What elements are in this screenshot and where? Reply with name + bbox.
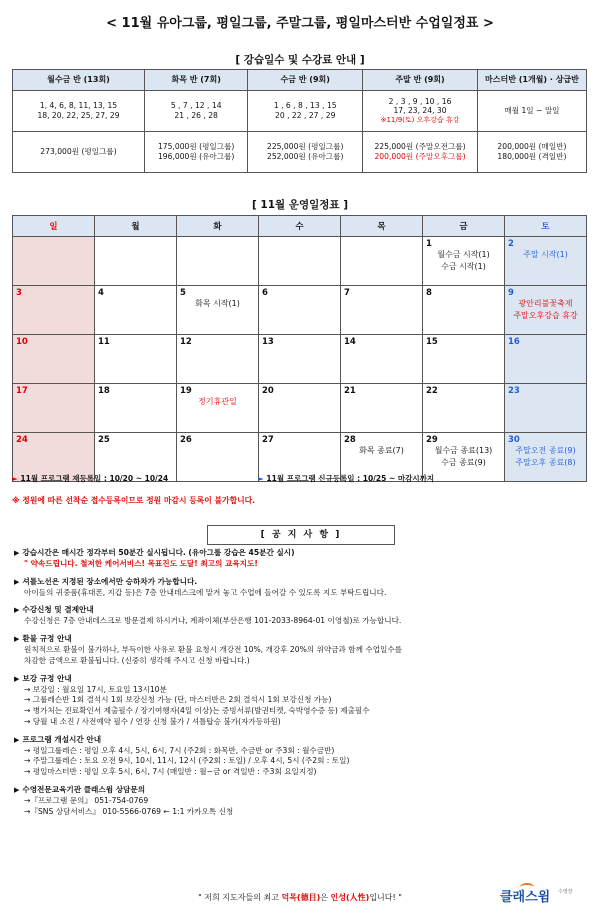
calendar-day-cell <box>13 237 95 286</box>
calendar-day-cell <box>177 286 259 335</box>
day-number: 2 <box>508 239 514 249</box>
triangle-bullet-icon: ▶ <box>14 577 20 586</box>
day-event: 광안리불꽃축제 주말오후강습 휴강 <box>513 299 578 320</box>
day-number: 4 <box>98 288 104 298</box>
notice-heading: ▶ 보강 규정 안내 <box>14 673 72 683</box>
day-event: 정기휴관일 <box>198 397 237 406</box>
notice-item <box>14 634 589 667</box>
calendar-day-cell <box>341 237 423 286</box>
page-title: < 11월 유아그룹, 평일그룹, 주말그룹, 평일마스터반 수업일정표 > <box>106 16 494 31</box>
day-number: 18 <box>98 386 110 396</box>
calendar-week-row <box>13 237 587 286</box>
day-event: 월수금 종료(13) 수금 종료(9) <box>434 446 493 467</box>
day-number: 30 <box>508 435 520 445</box>
calendar-day-cell <box>177 384 259 433</box>
calendar-day-cell <box>505 433 587 482</box>
notice-line: → 당월 내 소진 / 사전예약 필수 / 연장 신청 불가 / 셔틀탑승 불가(자가등하원) <box>24 716 281 726</box>
weekday-header: 금 <box>423 216 505 237</box>
fee-table <box>12 69 587 173</box>
calendar-week-row <box>13 384 587 433</box>
calendar-week-row <box>13 335 587 384</box>
day-number: 9 <box>508 288 514 298</box>
day-number: 6 <box>262 288 268 298</box>
day-event: 주말오전 종료(9) 주말오후 종료(8) <box>515 446 576 467</box>
reenroll-info: ► 11월 프로그램 재등록일 : 10/20 ~ 10/24 <box>12 474 169 483</box>
fee-header: 화목 반 (7회) <box>145 70 248 91</box>
calendar-day-cell <box>95 384 177 433</box>
notice-heading: ▶ 셔틀노선은 지정된 장소에서만 승하차가 가능합니다. <box>14 576 198 586</box>
notice-item <box>14 605 589 627</box>
notice-heading: ▶ 수강신청 및 결제안내 <box>14 605 94 615</box>
calendar-day-cell <box>259 286 341 335</box>
calendar-day-cell <box>95 335 177 384</box>
day-event: 주말 시작(1) <box>523 250 568 259</box>
triangle-bullet-icon: ▶ <box>14 549 20 557</box>
day-number: 29 <box>426 435 438 445</box>
calendar-day-cell <box>341 335 423 384</box>
triangle-bullet-icon: ▶ <box>14 606 20 615</box>
fee-price-cell: 273,000원 (평일그룹) <box>13 132 145 173</box>
footer-motto: " 저희 지도자들의 최고 덕목(德目)은 인성(人性)입니다! " <box>198 893 402 902</box>
notice-item <box>14 674 589 728</box>
day-number: 11 <box>98 337 110 347</box>
weekday-header: 수 <box>259 216 341 237</box>
notice-line: → 평일마스터반 : 평일 오후 5시, 6시, 7시 (매일반 : 월~금 or 격일반 : 주3회 요일지정) <box>24 767 317 777</box>
weekday-header: 목 <box>341 216 423 237</box>
day-number: 24 <box>16 435 28 445</box>
notice-line: → 병가처는 진료확인서 제출필수 / 장기여행자(4일 이상)는 증빙서류(발권티켓, 숙박영수증 등) 제출필수 <box>24 706 370 716</box>
notice-line: 수강신청은 7층 안내데스크로 방문결제 하시거나, 계좌이체(부산은행 101-2033-8964-01 이영철)로 가능합니다. <box>24 616 402 626</box>
day-number: 27 <box>262 435 274 445</box>
calendar-day-cell <box>177 237 259 286</box>
fee-price-cell: 200,000원 (매일반) 180,000원 (격일반) <box>477 132 586 173</box>
triangle-bullet-icon: ▶ <box>14 735 20 744</box>
notice-item <box>14 577 589 599</box>
day-number: 16 <box>508 337 520 347</box>
calendar-day-cell <box>505 384 587 433</box>
calendar-day-cell <box>423 237 505 286</box>
notice-heading: ▶ 프로그램 개설시간 안내 <box>14 734 102 744</box>
calendar-week-row <box>13 286 587 335</box>
fee-section-title: [ 강습일수 및 수강료 안내 ] <box>235 54 365 66</box>
weekday-header: 토 <box>505 216 587 237</box>
day-number: 21 <box>344 386 356 396</box>
notice-line: " 약속드립니다. 철저한 케어서비스! 목표진도 도달! 최고의 교육지도! <box>24 558 258 568</box>
day-number: 28 <box>344 435 356 445</box>
calendar-day-cell <box>505 335 587 384</box>
day-number: 23 <box>508 386 520 396</box>
day-number: 13 <box>262 337 274 347</box>
day-number: 5 <box>180 288 186 298</box>
day-number: 17 <box>16 386 28 396</box>
calendar-day-cell <box>259 335 341 384</box>
weekend-closure-note: ※11/9(토) 오후강습 휴강 <box>380 116 460 125</box>
calendar-day-cell <box>95 286 177 335</box>
calendar-day-cell <box>177 335 259 384</box>
capacity-warning: ※ 정원에 따른 선착순 접수등록이므로 정원 마감시 등록이 불가합니다. <box>12 496 256 505</box>
calendar-day-cell <box>13 286 95 335</box>
triangle-bullet-icon: ▶ <box>14 786 20 794</box>
day-event: 화목 시작(1) <box>195 299 240 308</box>
day-number: 25 <box>98 435 110 445</box>
calendar-day-cell <box>423 335 505 384</box>
calendar-day-cell <box>341 286 423 335</box>
notice-item <box>14 785 589 818</box>
notice-item <box>14 735 589 778</box>
notice-line: 아이들의 귀중품(휴대폰, 지갑 등)은 7층 안내데스크에 맡겨 놓고 수업에 들어갈 수 있도록 지도 부탁드립니다. <box>24 587 387 597</box>
day-number: 15 <box>426 337 438 347</box>
notice-line: →『SNS 상담서비스』 010-5566-0769 ← 1:1 카카오톡 신청 <box>24 806 234 816</box>
fee-price-cell: 225,000원 (주말오전그룹) 200,000원 (주말오후그룹) <box>363 132 478 173</box>
notice-line: → 보강일 : 월요일 17시, 토요일 13시10분 <box>24 684 167 694</box>
day-number: 22 <box>426 386 438 396</box>
fee-header: 월수금 반 (13회) <box>13 70 145 91</box>
calendar-day-cell <box>13 384 95 433</box>
notice-line: 차감한 금액으로 환불됩니다. (신중히 생각해 주시고 신청 바랍니다.) <box>24 655 250 665</box>
day-number: 7 <box>344 288 350 298</box>
fee-price-cell: 225,000원 (평일그룹) 252,000원 (유아그룹) <box>248 132 363 173</box>
fee-dates-cell: 1, 4, 6, 8, 11, 13, 15 18, 20, 22, 25, 27, 29 <box>13 91 145 132</box>
calendar-day-cell <box>423 286 505 335</box>
day-event: 월수금 시작(1) 수금 시작(1) <box>437 250 490 271</box>
notice-line: → 평일그룹레슨 : 평일 오후 4시, 5시, 6시, 7시 (주2회 : 화목반, 수금반 or 주3회 : 월수금반) <box>24 745 335 755</box>
classwim-logo: 클래스윔 수영장 <box>500 883 590 911</box>
notice-heading: ▶ 환불 규정 안내 <box>14 634 72 644</box>
notice-list <box>14 548 589 825</box>
calendar-day-cell <box>95 237 177 286</box>
fee-dates-cell: 1 , 6 , 8 , 13 , 15 20 , 22 , 27 , 29 <box>248 91 363 132</box>
calendar-day-cell <box>177 433 259 482</box>
weekday-header: 일 <box>13 216 95 237</box>
fee-dates-cell: 2 , 3 , 9 , 10 , 16 17, 23, 24, 30 ※11/9(토) 오후강습 휴강 <box>363 91 478 132</box>
day-number: 3 <box>16 288 22 298</box>
calendar-day-cell <box>13 335 95 384</box>
fee-header: 마스터반 (1개월) · 상급반 <box>477 70 586 91</box>
day-number: 19 <box>180 386 192 396</box>
calendar-day-cell <box>423 433 505 482</box>
fee-header: 수금 반 (9회) <box>248 70 363 91</box>
calendar-table <box>12 215 587 482</box>
day-number: 10 <box>16 337 28 347</box>
notice-line: →『프로그램 문의』 051-754-0769 <box>24 795 149 805</box>
calendar-day-cell <box>423 384 505 433</box>
calendar-day-cell <box>259 237 341 286</box>
calendar-day-cell <box>505 237 587 286</box>
day-number: 14 <box>344 337 356 347</box>
calendar-day-cell <box>505 286 587 335</box>
notice-line: → 주말그룹레슨 : 토요 오전 9시, 10시, 11시, 12시 (주2회 : 토일) / 오후 4시, 5시 (주2회 : 토일) <box>24 756 350 766</box>
new-enroll-info: ► 11월 프로그램 신규등록일 : 10/25 ~ 마감시까지 <box>258 474 435 483</box>
day-number: 1 <box>426 239 432 249</box>
triangle-bullet-icon: ▶ <box>14 674 20 683</box>
calendar-title: [ 11월 운영일정표 ] <box>251 199 349 211</box>
notice-line: → 그룹레슨반 1회 결석시 1회 보강신청 가능 (단, 마스터반은 2회 결석시 1회 보강신청 가능) <box>24 695 332 705</box>
day-number: 20 <box>262 386 274 396</box>
fee-dates-cell: 매월 1일 ~ 말일 <box>477 91 586 132</box>
notice-heading: ▶ 강습시간은 매시간 정각부터 50분간 실시됩니다. (유아그룹 강습은 45분간 실시) <box>14 548 295 557</box>
notice-heading: ▶ 수영전문교육기관 클래스윔 상담문의 <box>14 785 146 794</box>
fee-header: 주말 반 (9회) <box>363 70 478 91</box>
fee-dates-cell: 5 , 7 , 12 , 14 21 , 26 , 28 <box>145 91 248 132</box>
weekday-header: 월 <box>95 216 177 237</box>
calendar-day-cell <box>259 384 341 433</box>
notice-line: 원칙적으로 환불이 불가하나, 부득이한 사유로 환불 요청시 개강전 10%, 개강후 20%의 위약금과 함께 수업일수를 <box>24 645 403 655</box>
calendar-day-cell <box>341 384 423 433</box>
day-number: 12 <box>180 337 192 347</box>
triangle-bullet-icon: ▶ <box>14 635 20 644</box>
notice-item <box>14 548 589 570</box>
day-number: 8 <box>426 288 432 298</box>
notice-title: [ 공 지 사 항 ] <box>207 525 395 545</box>
fee-price-cell: 175,000원 (평일그룹) 196,000원 (유아그룹) <box>145 132 248 173</box>
day-event: 화목 종료(7) <box>359 446 404 455</box>
weekday-header: 화 <box>177 216 259 237</box>
day-number: 26 <box>180 435 192 445</box>
